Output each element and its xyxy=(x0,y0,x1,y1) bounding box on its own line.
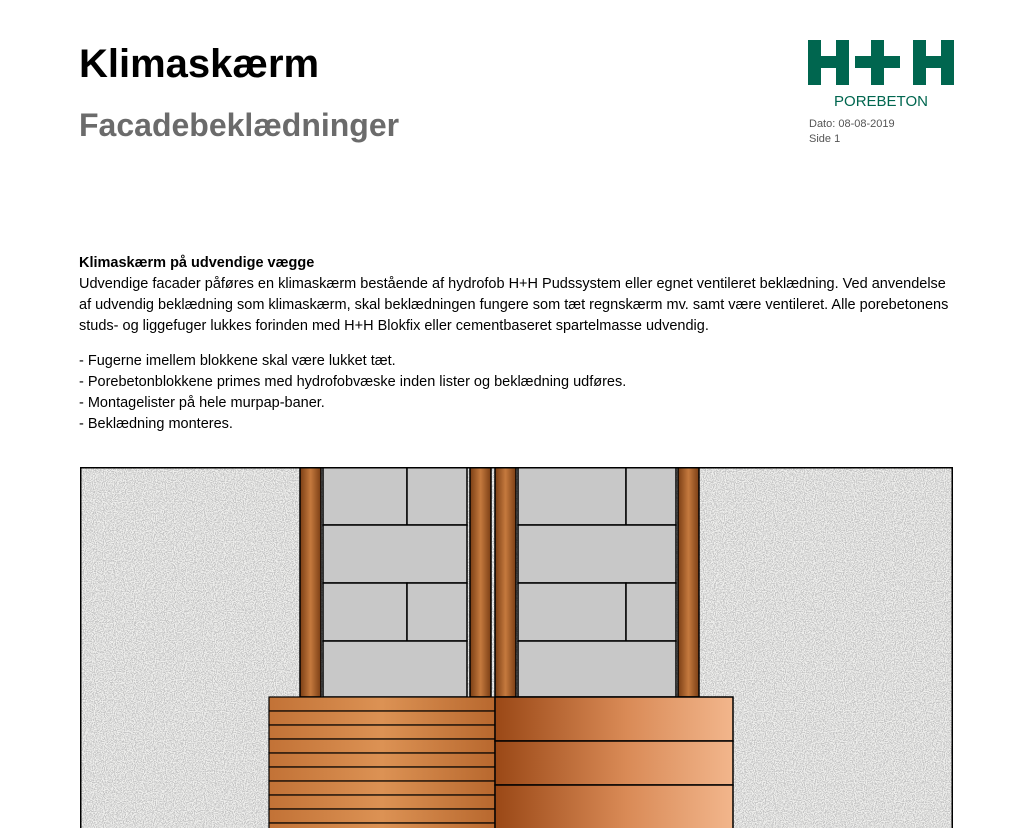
cladding-boards-left xyxy=(269,697,495,828)
facade-cladding-drawing xyxy=(80,467,953,828)
page-number: Side 1 xyxy=(809,133,841,145)
block-wall-right xyxy=(518,467,676,697)
section-paragraph: Udvendige facader påføres en klimaskærm bestående af hydrofob H+H Pudssystem eller egnet ventileret beklædning. Ved anvendelse af udvendig beklædning som klimaskærm, skal beklædningen fungere som tæt regnskærm mv. samt være ventileret. Alle porebetonens studs- og liggefuger lukkes forinden med H+H Blokfix eller cementbaseret spartelmasse udvendig. xyxy=(79,276,949,334)
bullet-list xyxy=(79,351,959,435)
body-text xyxy=(79,253,959,435)
bullet-item: - Beklædning monteres. xyxy=(79,416,233,432)
date-label: Dato: 08-08-2019 xyxy=(809,118,895,130)
page-subtitle: Facadebeklædninger xyxy=(79,107,400,143)
bullet-item: - Fugerne imellem blokkene skal være lukket tæt. xyxy=(79,353,396,369)
bullet-item: - Porebetonblokkene primes med hydrofobvæske inden lister og beklædning udføres. xyxy=(79,374,627,390)
hh-porebeton-logo xyxy=(808,40,958,110)
cladding-boards-right xyxy=(495,697,733,828)
bullet-item: - Montagelister på hele murpap-baner. xyxy=(79,395,325,411)
document-meta xyxy=(809,117,895,147)
page-title: Klimaskærm xyxy=(79,42,320,86)
section-heading: Klimaskærm på udvendige vægge xyxy=(79,255,315,271)
logo-text: POREBETON xyxy=(834,93,928,110)
block-wall-left xyxy=(323,467,467,697)
